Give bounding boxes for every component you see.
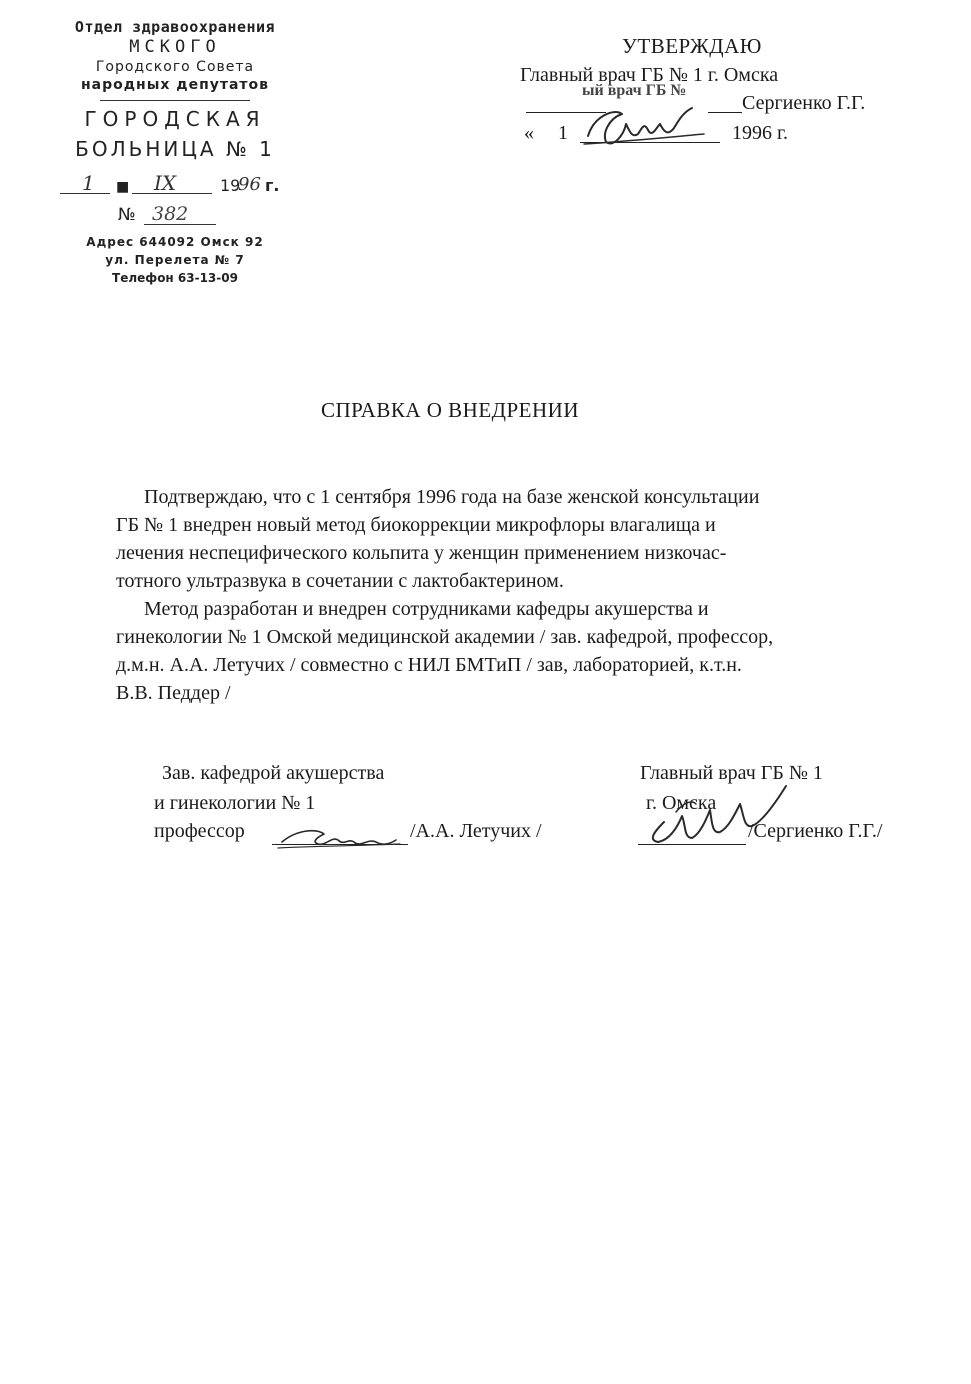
approval-position: Главный врач ГБ № 1 г. Омска (520, 64, 779, 86)
body-line: ГБ № 1 внедрен новый метод биокоррекции микрофлоры влагалища и (116, 514, 716, 536)
stamp-date-year-suffix: 96 (238, 174, 261, 195)
stamp-date: 1 ■ IX 19 96 г. (40, 167, 310, 201)
stamp-divider (100, 100, 250, 101)
stamp-number-value: 382 (152, 203, 189, 225)
left-signer-name: /А.А. Летучих / (410, 820, 542, 842)
left-signer-title: Зав. кафедрой акушерства (162, 762, 385, 784)
document-heading: СПРАВКА О ВНЕДРЕНИИ (320, 398, 579, 422)
approval-title: УТВЕРЖДАЮ (622, 34, 762, 58)
approval-date-open: « (524, 122, 534, 144)
stamp-phone: Телефон 63-13-09 (112, 271, 238, 285)
stamp-street: ул. Перелета № 7 (105, 253, 245, 267)
approval-signature (580, 98, 710, 154)
stamp-date-year-prefix: 19 (220, 176, 241, 195)
stamp-number (40, 201, 310, 231)
stamp-number-label: № (118, 205, 136, 225)
body-line: гинекологии № 1 Омской медицинской академии / зав. кафедрой, профессор, (116, 626, 774, 648)
document-body (116, 483, 926, 707)
right-signer-title: Главный врач ГБ № 1 (640, 762, 823, 784)
left-signer-department: и гинекологии № 1 (154, 792, 316, 814)
right-signer-city: г. Омска (646, 792, 717, 814)
stamp-deputies: народных депутатов (80, 77, 270, 93)
body-line: лечения неспецифического кольпита у женщин применением низкочас- (116, 542, 727, 564)
body-line: Подтверждаю, что с 1 сентября 1996 года на базе женской консультации (144, 486, 760, 508)
right-signer-name: /Сергиенко Г.Г./ (748, 820, 883, 842)
stamp-department: Отдел здравоохранения (74, 18, 276, 36)
left-signature (276, 820, 406, 856)
stamp-hospital-type: ГОРОДСКАЯ (84, 107, 266, 131)
body-line: тотного ультразвука в сочетании с лактобактерином. (116, 570, 564, 592)
body-line: д.м.н. А.А. Летучих / совместно с НИЛ БМТиП / зав, лабораторией, к.т.н. (116, 654, 742, 676)
stamp-date-day: 1 (82, 171, 95, 195)
approval-date-year: 1996 г. (732, 122, 788, 144)
left-signer-prefix: профессор (154, 820, 245, 842)
approval-signer: Сергиенко Г.Г. (742, 92, 866, 114)
stamp-address: Адрес 644092 Омск 92 (86, 235, 264, 249)
stamp-city: МСКОГО (129, 37, 221, 57)
body-line: В.В. Педдер / (116, 682, 231, 704)
stamp-date-month: IX (154, 171, 177, 195)
stamp-hospital-number: БОЛЬНИЦА № 1 (75, 137, 275, 161)
stamp-date-g: г. (265, 176, 280, 195)
stamp-council: Городского Совета (95, 59, 255, 75)
approval-ghost-line: ый врач ГБ № (582, 82, 687, 99)
body-line: Метод разработан и внедрен сотрудниками кафедры акушерства и (144, 598, 709, 620)
hospital-stamp (40, 18, 310, 285)
approval-date-day: 1 (558, 122, 568, 144)
